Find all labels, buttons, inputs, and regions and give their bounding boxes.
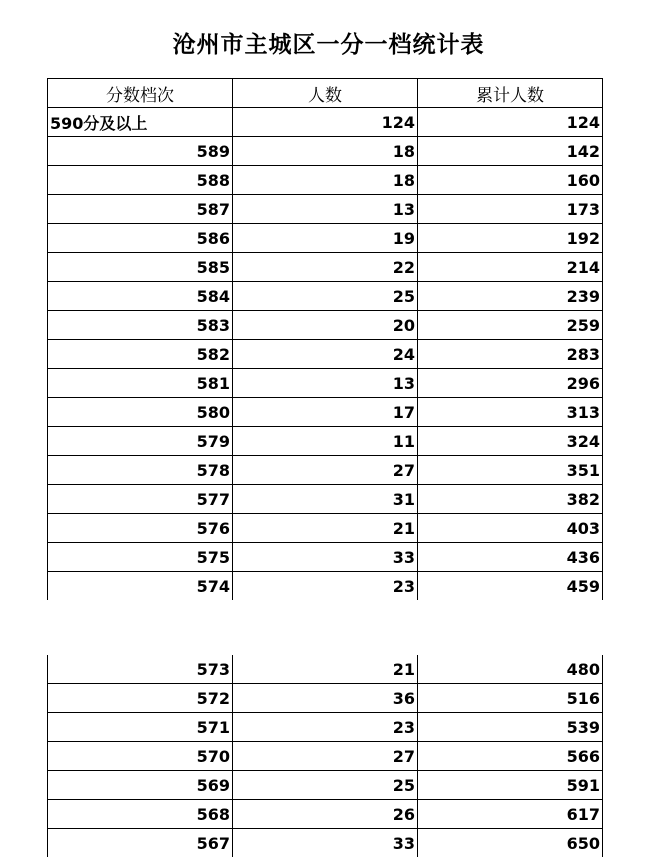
cell-count: 22 [233,253,418,282]
cell-count: 13 [233,369,418,398]
table-row [48,253,603,282]
cell-score: 569 [48,771,233,800]
cell-cumulative: 124 [418,108,603,137]
cell-score: 571 [48,713,233,742]
cell-cumulative: 351 [418,456,603,485]
cell-count: 26 [233,800,418,829]
cell-count: 21 [233,655,418,684]
table-row [48,684,603,713]
table-row [48,572,603,601]
cell-score: 583 [48,311,233,340]
cell-cumulative: 591 [418,771,603,800]
cell-score: 587 [48,195,233,224]
cell-count: 21 [233,514,418,543]
cell-score: 580 [48,398,233,427]
cell-cumulative: 436 [418,543,603,572]
cell-score: 572 [48,684,233,713]
cell-cumulative: 192 [418,224,603,253]
table-row [48,398,603,427]
score-table-part-2 [47,655,603,857]
cell-score: 576 [48,514,233,543]
cell-count: 27 [233,456,418,485]
table-row [48,195,603,224]
cell-count: 33 [233,829,418,857]
cell-score: 581 [48,369,233,398]
cell-count: 36 [233,684,418,713]
table-row [48,485,603,514]
cell-cumulative: 313 [418,398,603,427]
cell-score: 567 [48,829,233,857]
table-row [48,456,603,485]
cell-cumulative: 617 [418,800,603,829]
cell-score: 574 [48,572,233,601]
table-row [48,543,603,572]
cell-score: 585 [48,253,233,282]
score-table-part-1 [47,78,603,600]
table-header-row [48,79,603,108]
cell-cumulative: 459 [418,572,603,601]
table-row [48,224,603,253]
cell-count: 19 [233,224,418,253]
cell-cumulative: 403 [418,514,603,543]
cell-score: 570 [48,742,233,771]
cell-score: 579 [48,427,233,456]
cell-count: 24 [233,340,418,369]
cell-cumulative: 160 [418,166,603,195]
cell-score: 578 [48,456,233,485]
table-row [48,137,603,166]
cell-cumulative: 142 [418,137,603,166]
header-cumulative: 累计人数 [418,79,603,108]
cell-score: 573 [48,655,233,684]
table-row [48,427,603,456]
table-row [48,340,603,369]
table-row [48,369,603,398]
cell-count: 124 [233,108,418,137]
cell-count: 25 [233,282,418,311]
cell-cumulative: 296 [418,369,603,398]
header-score: 分数档次 [48,79,233,108]
cell-count: 31 [233,485,418,514]
cell-score: 577 [48,485,233,514]
table-row [48,713,603,742]
table-row [48,166,603,195]
cell-count: 11 [233,427,418,456]
cell-count: 18 [233,137,418,166]
table-row [48,108,603,137]
cell-score: 575 [48,543,233,572]
cell-count: 33 [233,543,418,572]
table-row [48,282,603,311]
table-row [48,771,603,800]
cell-count: 23 [233,572,418,601]
cell-score: 589 [48,137,233,166]
header-count: 人数 [233,79,418,108]
table-row [48,800,603,829]
cell-count: 20 [233,311,418,340]
table-row [48,655,603,684]
cell-cumulative: 173 [418,195,603,224]
cell-cumulative: 283 [418,340,603,369]
cell-count: 23 [233,713,418,742]
cell-score: 586 [48,224,233,253]
table-row [48,311,603,340]
page-title: 沧州市主城区一分一档统计表 [0,26,657,59]
cell-count: 17 [233,398,418,427]
cell-cumulative: 324 [418,427,603,456]
cell-cumulative: 259 [418,311,603,340]
cell-cumulative: 382 [418,485,603,514]
cell-score: 582 [48,340,233,369]
cell-score: 568 [48,800,233,829]
cell-cumulative: 539 [418,713,603,742]
cell-count: 18 [233,166,418,195]
cell-cumulative: 480 [418,655,603,684]
table-row [48,742,603,771]
cell-score: 588 [48,166,233,195]
cell-count: 27 [233,742,418,771]
cell-cumulative: 566 [418,742,603,771]
cell-cumulative: 239 [418,282,603,311]
table-row [48,514,603,543]
cell-score: 590分及以上 [48,108,233,137]
cell-cumulative: 214 [418,253,603,282]
cell-cumulative: 516 [418,684,603,713]
cell-count: 13 [233,195,418,224]
cell-score: 584 [48,282,233,311]
cell-cumulative: 650 [418,829,603,857]
cell-count: 25 [233,771,418,800]
